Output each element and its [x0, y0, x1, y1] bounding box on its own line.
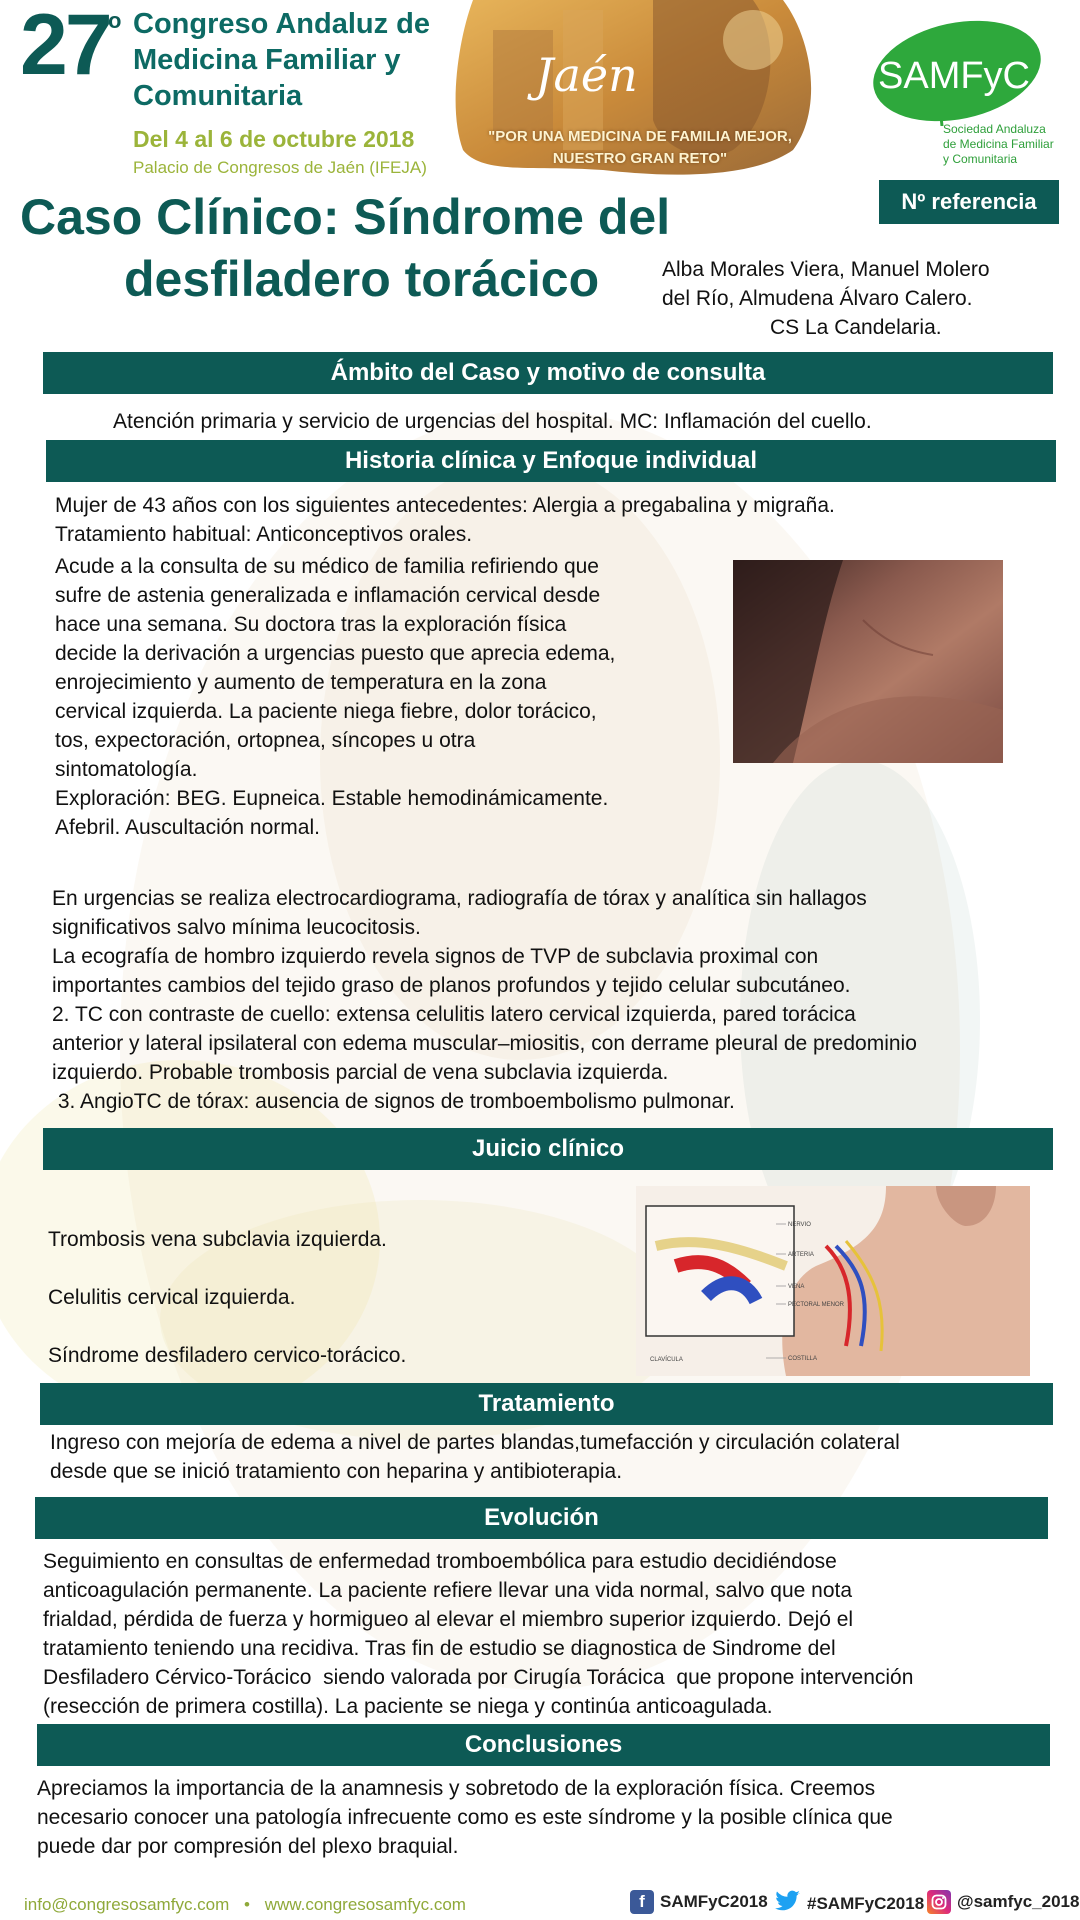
figure-label-vena: VENA	[788, 1284, 805, 1290]
figure-label-nervio: NERVIO	[788, 1222, 811, 1228]
instagram-handle: @samfyc_2018	[957, 1892, 1080, 1911]
society-line-3: y Comunitaria	[943, 152, 1018, 166]
facebook-handle: SAMFyC2018	[660, 1892, 768, 1911]
anatomy-illustration	[636, 1186, 1030, 1376]
congress-number: 27	[20, 0, 110, 93]
text-line: sintomatología.	[55, 758, 198, 781]
section-historia-heading: Historia clínica y Enfoque individual	[46, 440, 1056, 482]
facebook-icon: f	[630, 1890, 654, 1914]
congress-title: Congreso Andaluz de Medicina Familiar y Comunitaria	[133, 8, 430, 112]
juicio-item-3: Síndrome desfiladero cervico-torácico.	[48, 1344, 407, 1367]
footer-web-link[interactable]: www.congresosamfyc.com	[264, 1895, 466, 1914]
text-line: Apreciamos la importancia de la anamnesis y sobretodo de la exploración física. Creemos	[37, 1777, 876, 1800]
footer-contact	[24, 1895, 466, 1915]
text-line: Exploración: BEG. Eupneica. Estable hemodinámicamente.	[55, 787, 609, 810]
samfyc-society-name	[943, 122, 1054, 167]
reference-number-box: Nº referencia	[879, 180, 1059, 224]
text-line: izquierdo. Probable trombosis parcial de vena subclavia izquierda.	[52, 1061, 669, 1084]
footer-instagram[interactable]	[927, 1890, 1079, 1914]
evolucion-paragraph	[43, 1547, 1063, 1721]
text-line: significativos salvo mínima leucocitosis.	[52, 916, 421, 939]
city-title: Jaén	[535, 48, 638, 102]
text-line: desde que se inició tratamiento con heparina y antibioterapia.	[50, 1460, 623, 1483]
instagram-icon	[927, 1890, 951, 1914]
neck-photo	[733, 560, 1003, 763]
figure-label-pectoral: PECTORAL MENOR	[788, 1302, 845, 1308]
case-title	[20, 186, 680, 310]
congress-venue: Palacio de Congresos de Jaén (IFEJA)	[133, 158, 427, 177]
text-line: hace una semana. Su doctora tras la exploración física	[55, 613, 567, 636]
twitter-handle: #SAMFyC2018	[807, 1893, 925, 1913]
figure-label-arteria: ARTERIA	[788, 1252, 814, 1258]
text-line: Seguimiento en consultas de enfermedad tromboembólica para estudio decidiéndose	[43, 1550, 837, 1573]
title-line-2: desfiladero torácico	[124, 251, 600, 307]
section-tratamiento-heading: Tratamiento	[40, 1383, 1053, 1425]
historia-antecedentes: Mujer de 43 años con los siguientes antecedentes: Alergia a pregabalina y migraña.	[55, 494, 835, 517]
title-line-1: Caso Clínico: Síndrome del	[20, 189, 671, 245]
text-line: tos, expectoración, ortopnea, síncopes u otra	[55, 729, 476, 752]
text-line: (resección de primera costilla). La paciente se niega y continúa anticoagulada.	[43, 1695, 773, 1718]
text-line: Ingreso con mejoría de edema a nivel de partes blandas,tumefacción y circulación colateral	[50, 1431, 900, 1454]
text-line: decide la derivación a urgencias puesto que aprecia edema,	[55, 642, 616, 665]
samfyc-logo	[862, 16, 1042, 126]
tratamiento-paragraph	[50, 1428, 1060, 1486]
congress-motto	[480, 126, 800, 170]
text-line: anterior y lateral ipsilateral con edema muscular–miositis, con derrame pleural de predominio	[52, 1032, 917, 1055]
congress-ordinal: o	[108, 8, 122, 33]
urgencias-paragraph	[52, 884, 1062, 1116]
motto-line-2: NUESTRO GRAN RETO"	[552, 150, 728, 167]
authors-line-2: del Río, Almudena Álvaro Calero.	[662, 287, 973, 310]
text-line: frialdad, pérdida de fuerza y hormigueo al elevar el miembro superior izquierdo. Dejó el	[43, 1608, 854, 1631]
text-line: 2. TC con contraste de cuello: extensa celulitis latero cervical izquierda, pared torácica	[52, 1003, 856, 1026]
section-evolucion-heading: Evolución	[35, 1497, 1048, 1539]
twitter-icon	[775, 1890, 801, 1917]
text-line: Afebril. Auscultación normal.	[55, 816, 320, 839]
authors-line-1: Alba Morales Viera, Manuel Molero	[662, 258, 990, 281]
text-line: tratamiento teniendo una recidiva. Tras fin de estudio se diagnostica de Sindrome del	[43, 1637, 836, 1660]
text-line: La ecografía de hombro izquierdo revela signos de TVP de subclavia proximal con	[52, 945, 819, 968]
juicio-item-1: Trombosis vena subclavia izquierda.	[48, 1228, 387, 1251]
authors-block	[662, 255, 1062, 342]
figure-label-costilla: COSTILLA	[788, 1356, 818, 1362]
text-line: importantes cambios del tejido graso de planos profundos y tejido celular subcutáneo.	[52, 974, 851, 997]
ambito-text: Atención primaria y servicio de urgencias del hospital. MC: Inflamación del cuello.	[113, 410, 872, 433]
figure-label-clavicula: CLAVÍCULA	[650, 1357, 683, 1363]
text-line: sufre de astenia generalizada e inflamación cervical desde	[55, 584, 601, 607]
juicio-item-2: Celulitis cervical izquierda.	[48, 1286, 296, 1309]
text-line: cervical izquierda. La paciente niega fiebre, dolor torácico,	[55, 700, 597, 723]
footer-email-link[interactable]: info@congresosamfyc.com	[24, 1895, 230, 1914]
congress-dates: Del 4 al 6 de octubre 2018	[133, 126, 415, 152]
text-line: En urgencias se realiza electrocardiograma, radiografía de tórax y analítica sin hallagos	[52, 887, 867, 910]
samfyc-logo-text: SAMFyC	[878, 55, 1030, 97]
historia-tratamiento-habitual: Tratamiento habitual: Anticonceptivos orales.	[55, 523, 473, 546]
text-line: puede dar por compresión del plexo braquial.	[37, 1835, 459, 1858]
text-line: Acude a la consulta de su médico de familia refiriendo que	[55, 555, 599, 578]
historia-consulta-paragraph	[55, 552, 725, 842]
motto-line-1: "POR UNA MEDICINA DE FAMILIA MEJOR,	[488, 128, 792, 145]
conclusiones-paragraph	[37, 1774, 1057, 1861]
text-line: necesario conocer una patología infrecuente como es este síndrome y la posible clínica que	[37, 1806, 893, 1829]
footer-separator: •	[244, 1895, 250, 1914]
authors-center: CS La Candelaria.	[770, 316, 942, 339]
society-line-2: de Medicina Familiar	[943, 137, 1054, 151]
footer-facebook[interactable]	[630, 1890, 768, 1914]
section-conclusiones-heading: Conclusiones	[37, 1724, 1050, 1766]
footer-twitter[interactable]	[775, 1890, 924, 1917]
society-line-1: Sociedad Andaluza	[943, 122, 1046, 136]
section-juicio-heading: Juicio clínico	[43, 1128, 1053, 1170]
text-line: 3. AngioTC de tórax: ausencia de signos de tromboembolismo pulmonar.	[52, 1090, 735, 1113]
text-line: anticoagulación permanente. La paciente refiere llevar una vida normal, salvo que nota	[43, 1579, 853, 1602]
section-ambito-heading: Ámbito del Caso y motivo de consulta	[43, 352, 1053, 394]
text-line: Desfiladero Cérvico-Torácico siendo valorada por Cirugía Torácica que propone intervención	[43, 1666, 914, 1689]
text-line: enrojecimiento y aumento de temperatura en la zona	[55, 671, 547, 694]
